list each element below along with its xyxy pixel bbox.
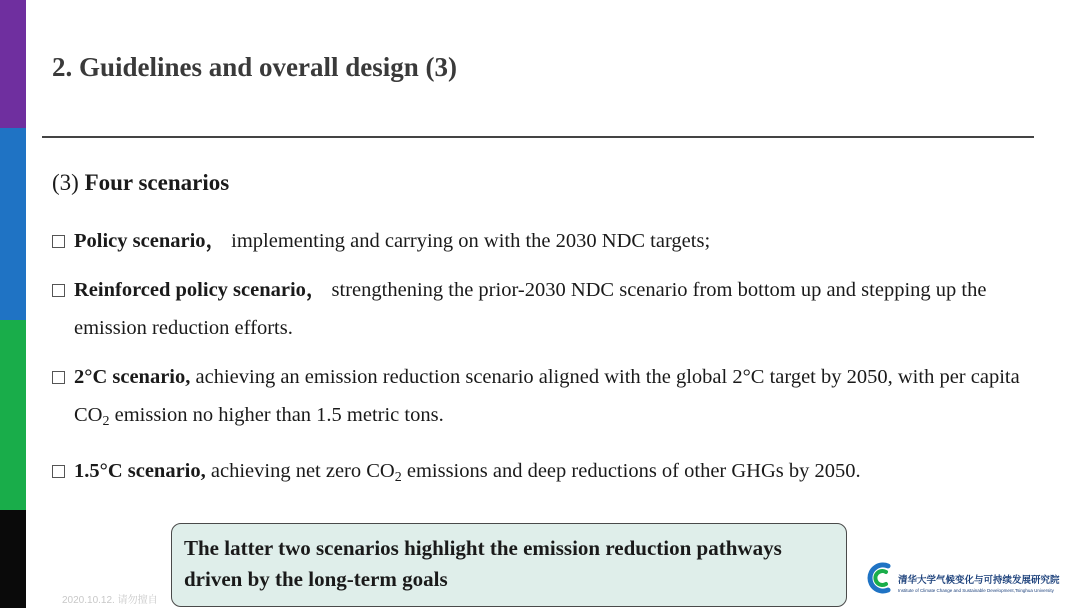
section-number: (3) [52, 170, 79, 195]
bullet-lead: 1.5°C scenario, [74, 460, 206, 482]
bullet-lead: 2°C scenario, [74, 366, 191, 388]
square-bullet-icon [52, 371, 65, 384]
accent-stripe-green [0, 320, 26, 510]
bullet-text: emission no higher than 1.5 metric tons. [109, 404, 444, 426]
bullet-text: emissions and deep reductions of other GHGs by 2050. [401, 460, 861, 482]
scenario-list [52, 222, 1020, 508]
square-bullet-icon [52, 465, 65, 478]
square-bullet-icon [52, 284, 65, 297]
subscript: 2 [102, 414, 110, 429]
section-heading [52, 170, 229, 196]
accent-stripe-black [0, 510, 26, 608]
institute-logo-icon [866, 560, 896, 596]
square-bullet-icon [52, 235, 65, 248]
title-divider [42, 136, 1034, 138]
list-item [52, 358, 1020, 441]
logo-name-chinese: 清华大学气候变化与可持续发展研究院 [898, 575, 1060, 586]
subscript: 2 [394, 470, 402, 485]
accent-stripe-purple [0, 0, 26, 128]
accent-stripe-blue [0, 128, 26, 320]
section-heading-text: Four scenarios [84, 170, 230, 195]
bullet-text: achieving net zero CO [205, 460, 395, 482]
bullet-text: implementing and carrying on with the 2030 NDC targets; [226, 230, 711, 252]
list-item [52, 452, 1020, 497]
list-item [52, 222, 1020, 260]
list-item [52, 271, 1020, 347]
footer-date: 2020.10.12. 请勿擅自 [62, 595, 158, 606]
institute-logo [866, 560, 1076, 600]
logo-name-english: Institute of Climate Change and Sustainable Development,Tsinghua University [898, 588, 1054, 593]
bullet-lead: Reinforced policy scenario， [74, 279, 327, 301]
bullet-lead: Policy scenario， [74, 230, 227, 252]
callout-box: The latter two scenarios highlight the emission reduction pathways driven by the long-term goals [171, 523, 847, 607]
bullet-text: achieving an emission reduction scenario aligned with the global 2°C target by 2050, with per capita CO [74, 366, 1020, 426]
bullet-text: strengthening the prior-2030 NDC scenario from bottom up and stepping up the emission reduction efforts. [74, 279, 987, 339]
slide-title: 2. Guidelines and overall design (3) [52, 52, 458, 82]
